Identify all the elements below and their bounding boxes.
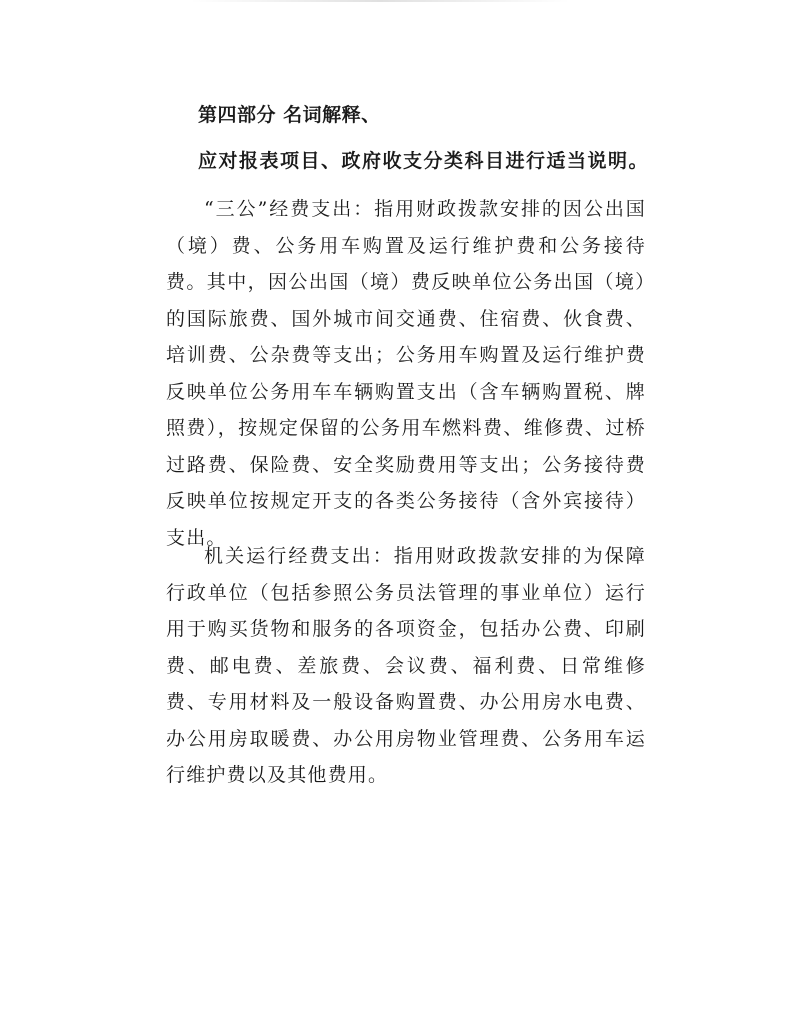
section-heading: 第四部分 名词解释、 [198, 104, 381, 126]
paragraph-agency-operating-expenses: 机关运行经费支出：指用财政拨款安排的为保障行政单位（包括参照公务员法管理的事业单位）运行用于购买货物和服务的各项资金，包括办公费、印刷费、邮电费、差旅费、会议费、福利费、日常维修费、专用材料及一般设备购置费、办公用房水电费、办公用房取暖费、办公用房物业管理费、公务用车运行维护费以及其他费用。 [166, 545, 646, 786]
section-intro: 应对报表项目、政府收支分类科目进行适当说明。 [198, 150, 650, 172]
scan-edge-mark [190, 0, 570, 2]
paragraph-three-public-expenses: “三公”经费支出：指用财政拨款安排的因公出国（境）费、公务用车购置及运行维护费和公务接待费。其中，因公出国（境）费反映单位公务出国（境）的国际旅费、国外城市间交通费、住宿费、伙食费、培训费、公杂费等支出；公务用车购置及运行维护费反映单位公务用车车辆购置支出（含车辆购置税、牌照费），按规定保留的公务用车燃料费、维修费、过桥过路费、保险费、安全奖励费用等支出；公务接待费反映单位按规定开支的各类公务接待（含外宾接待）支出。 [166, 198, 646, 549]
